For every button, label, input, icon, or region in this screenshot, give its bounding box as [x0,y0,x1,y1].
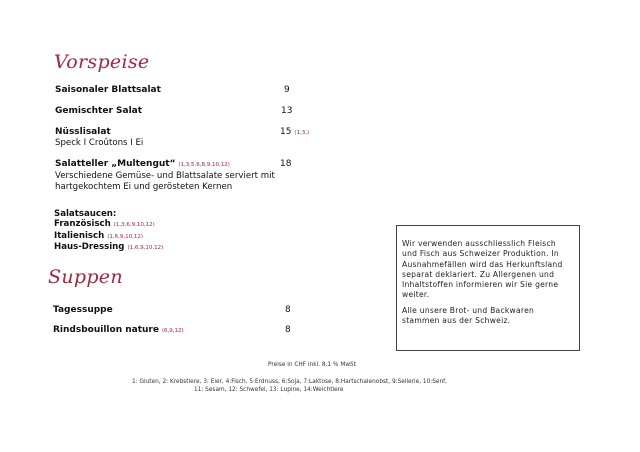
item-name: Saisonaler Blattsalat [55,85,161,95]
sauce-allergens: (1,6,9,10,12) [127,244,164,251]
sauce-allergens: (1,3,6,9,10,12) [113,222,155,229]
sauce-name: Französisch [54,219,111,230]
item-price: 9 [284,85,290,95]
item-description: hartgekochtem Ei und gerösteten Kernen [55,182,233,192]
allergen-legend: 1: Gluten, 2: Krebstiere, 3: Eier, 4:Fisch, 5:Erdnuss, 6:Soja, 7:Laktose, 8:Hartschalenobst, 9:Sellerie, 10:Senf, [132,379,448,385]
item-price-value: 15 [280,127,292,137]
item-allergens: (1,3,5,6,8,9,10,12) [178,162,230,168]
menu-item [53,305,113,316]
item-name: Salatteller „Multengut“ [55,159,176,169]
info-box [396,225,580,351]
sauce-item [54,242,163,253]
info-origin-text: Wir verwenden ausschliesslich Fleisch und Fisch aus Schweizer Produktion. In Ausnahmefällen wird das Herkunftsland separat deklariert. Zu Allergenen und Inhaltstoffen informieren wir Sie gerne weiter. [402,239,563,300]
item-price: 8 [285,325,291,335]
item-name: Tagessuppe [53,305,113,315]
item-allergens: (1,3,) [294,130,310,136]
soups-heading: Suppen [48,266,123,288]
item-name: Gemischter Salat [55,106,143,116]
item-price: 13 [281,106,293,116]
item-description: Speck I Croûtons I Ei [55,138,144,148]
sauce-allergens: (1,6,9,10,12) [107,233,143,240]
sauce-item [54,219,163,230]
starters-heading: Vorspeise [54,51,150,73]
sauce-name: Haus-Dressing [54,241,125,252]
sauce-name: Italienisch [54,230,105,241]
item-price: 8 [285,305,291,315]
sauces-list [54,209,163,253]
menu-item [55,159,275,193]
sauces-title: Salatsaucen: [54,209,117,219]
menu-item [55,85,161,96]
info-bread-text: Alle unsere Brot- und Backwaren stammen aus der Schweiz. [402,305,535,326]
item-price: 18 [280,159,292,169]
sauce-item [54,231,163,242]
menu-item [55,127,143,149]
menu-item [53,325,184,337]
item-description: Verschiedene Gemüse- und Blattsalate serviert mit [55,171,275,181]
item-price [280,127,309,137]
price-note: Preise in CHF inkl. 8,1 % MwSt [268,362,357,368]
item-allergens: (6,9,12) [161,328,184,334]
allergen-legend: 11: Sesam, 12: Schwefel, 13: Lupine, 14:Weichtiere [194,387,344,393]
item-name: Nüsslisalat [55,127,111,137]
item-name: Rindsbouillon nature [53,325,159,335]
menu-item [55,106,142,117]
